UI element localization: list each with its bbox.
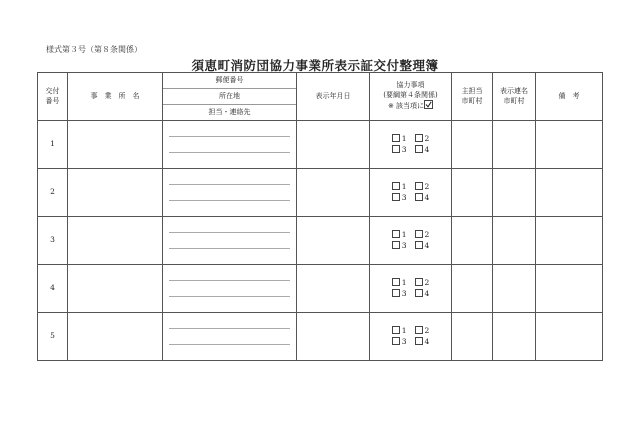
header-remarks: 備 考 xyxy=(536,73,603,121)
check-label: 2 xyxy=(424,325,430,335)
checkbox-icon[interactable] xyxy=(415,326,423,334)
check-label: 1 xyxy=(401,181,407,191)
check-item[interactable] xyxy=(415,193,430,203)
check-item[interactable] xyxy=(415,230,430,240)
business-name-cell[interactable] xyxy=(68,121,163,169)
main-municipality-cell[interactable] xyxy=(452,121,493,169)
business-name-cell[interactable] xyxy=(68,265,163,313)
checkbox-icon[interactable] xyxy=(392,278,400,286)
check-label: 4 xyxy=(424,289,430,298)
check-item[interactable] xyxy=(392,278,407,288)
cooperation-cell xyxy=(370,217,452,265)
remarks-cell[interactable] xyxy=(536,217,603,265)
table-row xyxy=(38,313,603,361)
check-label: 1 xyxy=(401,277,407,287)
header-coop-line1: 協力事項 xyxy=(396,81,425,90)
check-item[interactable] xyxy=(415,182,430,192)
checkbox-icon[interactable] xyxy=(392,289,400,297)
checkbox-icon[interactable] xyxy=(415,289,423,297)
check-item[interactable] xyxy=(392,241,407,251)
checkbox-icon[interactable] xyxy=(415,182,423,190)
header-joint-municipality xyxy=(493,73,536,121)
header-contact: 担当・連絡先 xyxy=(163,104,296,120)
row-number: 4 xyxy=(38,265,68,313)
row-number: 1 xyxy=(38,121,68,169)
check-item[interactable] xyxy=(392,326,407,336)
check-label: 4 xyxy=(424,241,430,250)
cooperation-cell xyxy=(370,121,452,169)
check-label: 1 xyxy=(401,325,407,335)
checkbox-icon[interactable] xyxy=(392,337,400,345)
header-postal: 郵便番号 xyxy=(215,75,244,84)
display-date-cell[interactable] xyxy=(297,313,370,361)
check-item[interactable] xyxy=(415,145,430,155)
display-date-cell[interactable] xyxy=(297,121,370,169)
address-cell[interactable] xyxy=(163,217,297,265)
check-label: 3 xyxy=(401,289,407,298)
postal-line[interactable] xyxy=(169,121,290,136)
check-label: 2 xyxy=(424,277,430,287)
checkbox-icon[interactable] xyxy=(415,241,423,249)
checkbox-icon[interactable] xyxy=(415,134,423,142)
joint-municipality-cell[interactable] xyxy=(493,265,536,313)
check-label: 3 xyxy=(401,241,407,250)
check-item[interactable] xyxy=(392,145,407,155)
main-municipality-cell[interactable] xyxy=(452,217,493,265)
header-main-line1: 主担当 xyxy=(461,87,483,96)
table-row xyxy=(38,169,603,217)
header-number xyxy=(38,73,68,121)
check-item[interactable] xyxy=(415,134,430,144)
check-label: 1 xyxy=(401,133,407,143)
check-label: 1 xyxy=(401,229,407,239)
postal-line[interactable] xyxy=(169,313,290,328)
checkbox-icon[interactable] xyxy=(392,193,400,201)
check-item[interactable] xyxy=(415,337,430,347)
contact-line[interactable] xyxy=(169,344,290,360)
checkbox-icon[interactable] xyxy=(392,241,400,249)
header-location: 所在地 xyxy=(163,88,296,104)
checkbox-icon[interactable] xyxy=(392,182,400,190)
remarks-cell[interactable] xyxy=(536,121,603,169)
check-label: 2 xyxy=(424,229,430,239)
row-number: 3 xyxy=(38,217,68,265)
header-cooperation xyxy=(370,73,452,121)
page-title: 須恵町消防団協力事業所表示証交付整理簿 xyxy=(191,58,439,73)
checkbox-icon[interactable] xyxy=(392,326,400,334)
cooperation-cell xyxy=(370,313,452,361)
check-label: 2 xyxy=(424,181,430,191)
display-date-cell[interactable] xyxy=(297,265,370,313)
check-item[interactable] xyxy=(415,289,430,299)
checkbox-icon[interactable] xyxy=(392,145,400,153)
joint-municipality-cell[interactable] xyxy=(493,217,536,265)
check-item[interactable] xyxy=(392,230,407,240)
joint-municipality-cell[interactable] xyxy=(493,121,536,169)
contact-line[interactable] xyxy=(169,200,290,216)
check-item[interactable] xyxy=(392,193,407,203)
location-line[interactable] xyxy=(169,280,290,296)
contact-line[interactable] xyxy=(169,296,290,312)
business-name-cell[interactable] xyxy=(68,217,163,265)
checkbox-icon[interactable] xyxy=(415,278,423,286)
header-number-line1: 交付 xyxy=(45,87,60,96)
location-line[interactable] xyxy=(169,328,290,344)
check-label: 4 xyxy=(424,337,430,346)
remarks-cell[interactable] xyxy=(536,313,603,361)
joint-municipality-cell[interactable] xyxy=(493,169,536,217)
table-row xyxy=(38,217,603,265)
row-number: 5 xyxy=(38,313,68,361)
location-line[interactable] xyxy=(169,232,290,248)
postal-line[interactable] xyxy=(169,169,290,184)
check-label: 3 xyxy=(401,193,407,202)
location-line[interactable] xyxy=(169,184,290,200)
checkbox-icon[interactable] xyxy=(415,145,423,153)
main-municipality-cell[interactable] xyxy=(452,169,493,217)
checkbox-icon[interactable] xyxy=(415,193,423,201)
header-business-name: 事 業 所 名 xyxy=(68,73,163,121)
header-coop-line2: (要綱第４条関係) xyxy=(383,90,438,99)
row-number: 2 xyxy=(38,169,68,217)
check-label: 3 xyxy=(401,145,407,154)
cooperation-cell xyxy=(370,169,452,217)
check-item[interactable] xyxy=(415,278,430,288)
register-table xyxy=(37,72,603,361)
checkbox-icon[interactable] xyxy=(392,134,400,142)
contact-line[interactable] xyxy=(169,152,290,168)
check-item[interactable] xyxy=(392,337,407,347)
table-row xyxy=(38,265,603,313)
header-display-date: 表示年月日 xyxy=(297,73,370,121)
check-item[interactable] xyxy=(415,241,430,251)
address-cell[interactable] xyxy=(163,265,297,313)
address-cell[interactable] xyxy=(163,121,297,169)
checkmark-box-icon xyxy=(424,100,433,109)
form-number: 様式第３号（第８条関係） xyxy=(46,45,142,54)
header-joint-line2: 市町村 xyxy=(503,96,525,105)
check-label: 4 xyxy=(424,145,430,154)
checkbox-icon[interactable] xyxy=(415,230,423,238)
header-coop-line3: ※ 該当項に xyxy=(387,102,425,111)
check-item[interactable] xyxy=(392,289,407,299)
header-row xyxy=(38,73,603,121)
check-label: 3 xyxy=(401,337,407,346)
main-municipality-cell[interactable] xyxy=(452,313,493,361)
display-date-cell[interactable] xyxy=(297,217,370,265)
header-joint-line1: 表示連名 xyxy=(500,87,528,96)
postal-line[interactable] xyxy=(169,265,290,280)
remarks-cell[interactable] xyxy=(536,169,603,217)
check-label: 2 xyxy=(424,133,430,143)
display-date-cell[interactable] xyxy=(297,169,370,217)
check-item[interactable] xyxy=(392,134,407,144)
checkbox-icon[interactable] xyxy=(392,230,400,238)
header-address xyxy=(163,73,297,121)
cooperation-cell xyxy=(370,265,452,313)
contact-line[interactable] xyxy=(169,248,290,264)
business-name-cell[interactable] xyxy=(68,169,163,217)
address-cell[interactable] xyxy=(163,169,297,217)
check-label: 4 xyxy=(424,193,430,202)
main-municipality-cell[interactable] xyxy=(452,265,493,313)
check-item[interactable] xyxy=(415,326,430,336)
business-name-cell[interactable] xyxy=(68,313,163,361)
check-item[interactable] xyxy=(392,182,407,192)
postal-line[interactable] xyxy=(169,217,290,232)
remarks-cell[interactable] xyxy=(536,265,603,313)
address-cell[interactable] xyxy=(163,313,297,361)
joint-municipality-cell[interactable] xyxy=(493,313,536,361)
header-main-line2: 市町村 xyxy=(461,96,483,105)
location-line[interactable] xyxy=(169,136,290,152)
checkbox-icon[interactable] xyxy=(415,337,423,345)
table-row xyxy=(38,121,603,169)
header-number-line2: 番号 xyxy=(45,96,60,105)
header-main-municipality xyxy=(452,73,493,121)
